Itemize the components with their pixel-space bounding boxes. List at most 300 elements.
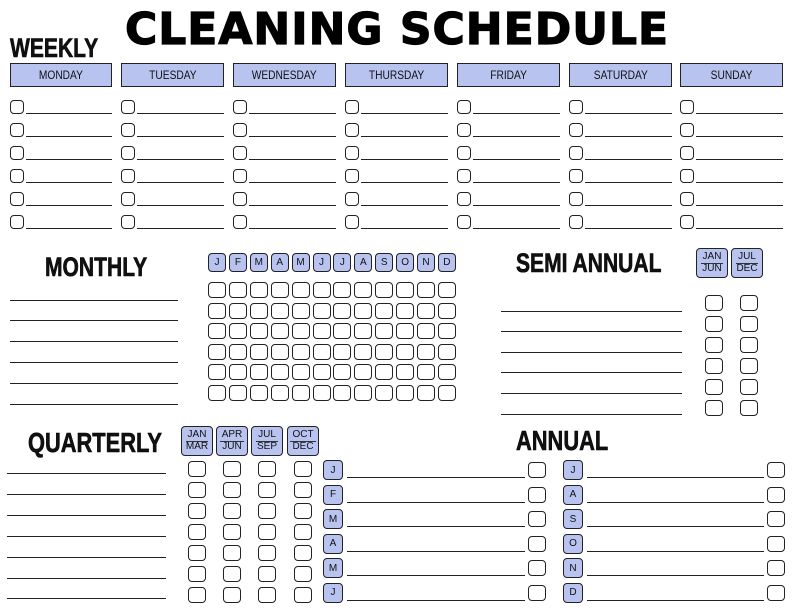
quarterly-checkbox[interactable]: [223, 482, 241, 498]
weekly-task-checkbox[interactable]: [457, 100, 471, 114]
monthly-checkbox[interactable]: [313, 323, 331, 339]
weekly-task-checkbox[interactable]: [569, 169, 583, 183]
annual-task-line[interactable]: [347, 575, 525, 576]
weekly-task-line[interactable]: [137, 136, 224, 137]
annual-checkbox[interactable]: [528, 511, 546, 527]
monthly-checkbox[interactable]: [292, 364, 310, 380]
weekly-task-checkbox[interactable]: [457, 215, 471, 229]
weekly-task-line[interactable]: [585, 182, 672, 183]
period-end: DEC: [736, 262, 758, 274]
monthly-checkbox[interactable]: [375, 323, 393, 339]
monthly-checkbox[interactable]: [250, 323, 268, 339]
annual-task-line[interactable]: [587, 575, 764, 576]
monthly-checkbox[interactable]: [333, 323, 351, 339]
monthly-checkbox[interactable]: [438, 364, 456, 380]
monthly-checkbox[interactable]: [313, 344, 331, 360]
monthly-task-line[interactable]: [10, 404, 178, 405]
weekly-task-line[interactable]: [585, 205, 672, 206]
weekly-task-line[interactable]: [361, 182, 448, 183]
semi-annual-heading: SEMI ANNUAL: [516, 248, 662, 278]
quarterly-checkbox[interactable]: [258, 587, 276, 603]
monthly-checkbox[interactable]: [229, 282, 247, 298]
quarterly-checkbox[interactable]: [294, 503, 312, 519]
weekly-task-line[interactable]: [473, 228, 560, 229]
quarterly-checkbox[interactable]: [223, 566, 241, 582]
monthly-checkbox[interactable]: [354, 364, 372, 380]
semi-annual-task-line[interactable]: [501, 372, 682, 373]
quarterly-checkbox[interactable]: [258, 461, 276, 477]
annual-checkbox[interactable]: [528, 585, 546, 601]
monthly-checkbox[interactable]: [438, 385, 456, 401]
period-start: OCT: [292, 429, 314, 440]
weekly-task-checkbox[interactable]: [345, 100, 359, 114]
weekly-task-line[interactable]: [696, 113, 783, 114]
monthly-heading: MONTHLY: [45, 252, 148, 282]
month-pill: J: [208, 253, 226, 272]
weekly-task-checkbox[interactable]: [680, 146, 694, 160]
monthly-checkbox[interactable]: [313, 364, 331, 380]
annual-month-pill: F: [323, 485, 343, 505]
weekly-task-line[interactable]: [473, 136, 560, 137]
quarterly-checkbox[interactable]: [188, 482, 206, 498]
weekly-task-checkbox[interactable]: [121, 169, 135, 183]
annual-checkbox[interactable]: [767, 560, 785, 576]
weekly-task-line[interactable]: [473, 182, 560, 183]
weekly-task-line[interactable]: [585, 136, 672, 137]
annual-task-line[interactable]: [347, 600, 525, 601]
weekly-task-checkbox[interactable]: [345, 123, 359, 137]
weekly-task-line[interactable]: [249, 113, 336, 114]
annual-checkbox[interactable]: [528, 462, 546, 478]
weekly-task-checkbox[interactable]: [457, 123, 471, 137]
monthly-checkbox[interactable]: [229, 344, 247, 360]
weekly-task-checkbox[interactable]: [10, 100, 24, 114]
monthly-checkbox[interactable]: [208, 323, 226, 339]
monthly-checkbox[interactable]: [229, 323, 247, 339]
semi-annual-period-pill: [696, 248, 728, 278]
weekly-task-checkbox[interactable]: [10, 123, 24, 137]
weekly-task-checkbox[interactable]: [680, 100, 694, 114]
annual-task-line[interactable]: [587, 551, 764, 552]
weekly-task-checkbox[interactable]: [569, 100, 583, 114]
monthly-checkbox[interactable]: [375, 282, 393, 298]
annual-month-pill: M: [323, 509, 343, 529]
month-pill: A: [354, 253, 372, 272]
month-pill: S: [375, 253, 393, 272]
weekly-task-checkbox[interactable]: [233, 100, 247, 114]
period-end: MAR: [185, 440, 209, 452]
monthly-checkbox[interactable]: [354, 344, 372, 360]
period-start: JUL: [258, 429, 276, 440]
semi-annual-checkbox[interactable]: [705, 316, 723, 332]
weekly-task-line[interactable]: [137, 182, 224, 183]
monthly-checkbox[interactable]: [250, 385, 268, 401]
quarterly-checkbox[interactable]: [188, 461, 206, 477]
monthly-checkbox[interactable]: [396, 344, 414, 360]
weekly-task-line[interactable]: [473, 113, 560, 114]
annual-task-line[interactable]: [347, 477, 525, 478]
semi-annual-checkbox[interactable]: [705, 295, 723, 311]
period-end: JUN: [222, 440, 242, 452]
day-label: TUESDAY: [148, 68, 197, 82]
semi-annual-checkbox[interactable]: [740, 379, 758, 395]
weekly-task-line[interactable]: [585, 113, 672, 114]
period-start: JAN: [702, 251, 722, 262]
monthly-checkbox[interactable]: [354, 323, 372, 339]
quarterly-task-line[interactable]: [7, 578, 166, 579]
weekly-task-checkbox[interactable]: [680, 215, 694, 229]
quarterly-heading: QUARTERLY: [28, 427, 162, 458]
weekly-task-checkbox[interactable]: [680, 123, 694, 137]
monthly-checkbox[interactable]: [208, 282, 226, 298]
monthly-checkbox[interactable]: [292, 323, 310, 339]
weekly-task-line[interactable]: [361, 228, 448, 229]
monthly-checkbox[interactable]: [438, 282, 456, 298]
monthly-checkbox[interactable]: [354, 385, 372, 401]
monthly-checkbox[interactable]: [396, 323, 414, 339]
weekly-task-checkbox[interactable]: [569, 123, 583, 137]
weekly-task-line[interactable]: [361, 113, 448, 114]
day-label: SUNDAY: [710, 68, 753, 82]
day-label: THURSDAY: [368, 68, 425, 82]
period-start: JUL: [738, 251, 756, 262]
monthly-checkbox[interactable]: [438, 323, 456, 339]
semi-annual-task-line[interactable]: [501, 414, 682, 415]
quarterly-task-line[interactable]: [7, 598, 166, 599]
weekly-task-line[interactable]: [585, 228, 672, 229]
annual-checkbox[interactable]: [528, 560, 546, 576]
weekly-task-checkbox[interactable]: [233, 146, 247, 160]
semi-annual-checkbox[interactable]: [740, 337, 758, 353]
quarterly-checkbox[interactable]: [258, 524, 276, 540]
monthly-checkbox[interactable]: [250, 364, 268, 380]
annual-checkbox[interactable]: [528, 536, 546, 552]
month-pill: A: [271, 253, 289, 272]
annual-task-line[interactable]: [347, 502, 525, 503]
semi-annual-checkbox[interactable]: [740, 358, 758, 374]
weekly-task-line[interactable]: [249, 136, 336, 137]
monthly-checkbox[interactable]: [333, 282, 351, 298]
weekly-task-checkbox[interactable]: [345, 192, 359, 206]
monthly-checkbox[interactable]: [292, 385, 310, 401]
month-pill: M: [250, 253, 268, 272]
monthly-checkbox[interactable]: [396, 364, 414, 380]
weekly-task-line[interactable]: [361, 205, 448, 206]
quarterly-checkbox[interactable]: [223, 461, 241, 477]
weekly-task-checkbox[interactable]: [457, 169, 471, 183]
annual-task-line[interactable]: [587, 477, 764, 478]
monthly-checkbox[interactable]: [417, 364, 435, 380]
annual-month-pill: J: [563, 460, 583, 480]
weekly-task-line[interactable]: [473, 159, 560, 160]
weekly-task-line[interactable]: [137, 228, 224, 229]
quarterly-checkbox[interactable]: [188, 587, 206, 603]
weekly-task-line[interactable]: [137, 113, 224, 114]
monthly-checkbox[interactable]: [417, 303, 435, 319]
quarter-period-pill: [181, 426, 213, 456]
weekly-task-checkbox[interactable]: [121, 215, 135, 229]
quarterly-task-line[interactable]: [7, 494, 166, 495]
semi-annual-task-line[interactable]: [501, 311, 682, 312]
monthly-checkbox[interactable]: [313, 282, 331, 298]
period-end: DEC: [292, 440, 314, 452]
month-pill: J: [333, 253, 351, 272]
quarterly-checkbox[interactable]: [188, 545, 206, 561]
day-label: FRIDAY: [490, 68, 527, 82]
day-header-wednesday: [233, 63, 336, 87]
quarter-period-pill: [216, 426, 248, 456]
annual-task-line[interactable]: [587, 526, 764, 527]
weekly-task-checkbox[interactable]: [233, 215, 247, 229]
monthly-task-line[interactable]: [10, 320, 178, 321]
annual-month-pill: S: [563, 509, 583, 529]
day-label: MONDAY: [38, 68, 84, 82]
monthly-checkbox[interactable]: [229, 303, 247, 319]
quarter-period-pill: [251, 426, 283, 456]
month-pill: O: [396, 253, 414, 272]
annual-month-pill: O: [563, 534, 583, 554]
monthly-checkbox[interactable]: [313, 385, 331, 401]
monthly-checkbox[interactable]: [271, 282, 289, 298]
weekly-task-checkbox[interactable]: [233, 123, 247, 137]
weekly-task-line[interactable]: [26, 182, 112, 183]
annual-month-pill: D: [563, 583, 583, 603]
weekly-task-checkbox[interactable]: [10, 215, 24, 229]
quarterly-checkbox[interactable]: [188, 503, 206, 519]
annual-month-pill: J: [323, 460, 343, 480]
quarterly-checkbox[interactable]: [294, 545, 312, 561]
semi-annual-task-line[interactable]: [501, 393, 682, 394]
weekly-task-checkbox[interactable]: [569, 215, 583, 229]
monthly-checkbox[interactable]: [438, 303, 456, 319]
quarterly-task-line[interactable]: [7, 536, 166, 537]
monthly-checkbox[interactable]: [333, 385, 351, 401]
annual-month-pill: A: [563, 485, 583, 505]
quarterly-checkbox[interactable]: [188, 566, 206, 582]
quarterly-checkbox[interactable]: [223, 503, 241, 519]
month-pill: J: [313, 253, 331, 272]
weekly-task-checkbox[interactable]: [680, 169, 694, 183]
monthly-checkbox[interactable]: [208, 385, 226, 401]
monthly-checkbox[interactable]: [375, 344, 393, 360]
weekly-task-checkbox[interactable]: [457, 192, 471, 206]
annual-task-line[interactable]: [347, 526, 525, 527]
monthly-checkbox[interactable]: [438, 344, 456, 360]
weekly-task-checkbox[interactable]: [121, 146, 135, 160]
monthly-checkbox[interactable]: [375, 303, 393, 319]
quarterly-checkbox[interactable]: [294, 566, 312, 582]
day-label: WEDNESDAY: [251, 68, 317, 82]
quarterly-checkbox[interactable]: [223, 587, 241, 603]
quarterly-checkbox[interactable]: [294, 524, 312, 540]
annual-month-pill: A: [323, 534, 343, 554]
monthly-checkbox[interactable]: [250, 344, 268, 360]
monthly-task-line[interactable]: [10, 362, 178, 363]
weekly-task-line[interactable]: [361, 136, 448, 137]
weekly-task-checkbox[interactable]: [10, 192, 24, 206]
monthly-checkbox[interactable]: [396, 303, 414, 319]
month-pill: D: [438, 253, 456, 272]
quarterly-task-line[interactable]: [7, 473, 166, 474]
weekly-task-line[interactable]: [26, 113, 112, 114]
period-end: SEP: [256, 440, 277, 452]
annual-checkbox[interactable]: [528, 487, 546, 503]
weekly-task-line[interactable]: [696, 205, 783, 206]
monthly-checkbox[interactable]: [375, 364, 393, 380]
period-start: JAN: [187, 429, 207, 440]
annual-checkbox[interactable]: [767, 462, 785, 478]
month-pill: M: [292, 253, 310, 272]
weekly-task-line[interactable]: [473, 205, 560, 206]
monthly-checkbox[interactable]: [229, 385, 247, 401]
monthly-checkbox[interactable]: [396, 282, 414, 298]
semi-annual-checkbox[interactable]: [740, 400, 758, 416]
quarterly-task-line[interactable]: [7, 557, 166, 558]
quarterly-checkbox[interactable]: [223, 545, 241, 561]
weekly-task-checkbox[interactable]: [345, 215, 359, 229]
monthly-checkbox[interactable]: [313, 303, 331, 319]
monthly-checkbox[interactable]: [354, 303, 372, 319]
month-pill: N: [417, 253, 435, 272]
weekly-task-line[interactable]: [249, 159, 336, 160]
monthly-checkbox[interactable]: [396, 385, 414, 401]
monthly-checkbox[interactable]: [333, 364, 351, 380]
monthly-checkbox[interactable]: [292, 282, 310, 298]
monthly-checkbox[interactable]: [271, 364, 289, 380]
semi-annual-period-pill: [731, 248, 763, 278]
quarterly-checkbox[interactable]: [223, 524, 241, 540]
weekly-task-checkbox[interactable]: [10, 146, 24, 160]
quarterly-checkbox[interactable]: [258, 566, 276, 582]
semi-annual-task-line[interactable]: [501, 331, 682, 332]
quarterly-checkbox[interactable]: [188, 524, 206, 540]
annual-month-pill: J: [323, 583, 343, 603]
monthly-checkbox[interactable]: [208, 303, 226, 319]
weekly-task-checkbox[interactable]: [345, 146, 359, 160]
weekly-task-checkbox[interactable]: [680, 192, 694, 206]
monthly-checkbox[interactable]: [333, 303, 351, 319]
annual-checkbox[interactable]: [767, 487, 785, 503]
weekly-task-checkbox[interactable]: [121, 123, 135, 137]
monthly-checkbox[interactable]: [271, 303, 289, 319]
monthly-checkbox[interactable]: [417, 385, 435, 401]
annual-checkbox[interactable]: [767, 511, 785, 527]
weekly-task-line[interactable]: [696, 228, 783, 229]
quarterly-checkbox[interactable]: [294, 461, 312, 477]
day-label: SATURDAY: [593, 68, 648, 82]
weekly-task-checkbox[interactable]: [121, 100, 135, 114]
monthly-checkbox[interactable]: [271, 385, 289, 401]
day-header-monday: [10, 63, 112, 87]
weekly-task-checkbox[interactable]: [569, 146, 583, 160]
annual-task-line[interactable]: [587, 502, 764, 503]
monthly-checkbox[interactable]: [271, 323, 289, 339]
monthly-checkbox[interactable]: [354, 282, 372, 298]
monthly-checkbox[interactable]: [208, 364, 226, 380]
weekly-task-line[interactable]: [361, 159, 448, 160]
semi-annual-checkbox[interactable]: [740, 295, 758, 311]
monthly-checkbox[interactable]: [292, 344, 310, 360]
monthly-task-line[interactable]: [10, 300, 178, 301]
annual-month-pill: N: [563, 558, 583, 578]
monthly-checkbox[interactable]: [229, 364, 247, 380]
weekly-task-line[interactable]: [137, 205, 224, 206]
weekly-task-line[interactable]: [696, 136, 783, 137]
quarterly-checkbox[interactable]: [258, 503, 276, 519]
quarterly-task-line[interactable]: [7, 515, 166, 516]
monthly-task-line[interactable]: [10, 341, 178, 342]
semi-annual-task-line[interactable]: [501, 352, 682, 353]
weekly-task-line[interactable]: [26, 136, 112, 137]
monthly-checkbox[interactable]: [375, 385, 393, 401]
monthly-checkbox[interactable]: [208, 344, 226, 360]
semi-annual-checkbox[interactable]: [705, 379, 723, 395]
semi-annual-checkbox[interactable]: [705, 400, 723, 416]
weekly-task-checkbox[interactable]: [233, 169, 247, 183]
weekly-task-line[interactable]: [137, 159, 224, 160]
monthly-checkbox[interactable]: [250, 303, 268, 319]
monthly-checkbox[interactable]: [417, 282, 435, 298]
annual-checkbox[interactable]: [767, 536, 785, 552]
monthly-checkbox[interactable]: [271, 344, 289, 360]
weekly-heading: WEEKLY: [10, 33, 99, 63]
monthly-checkbox[interactable]: [292, 303, 310, 319]
weekly-task-line[interactable]: [26, 159, 112, 160]
monthly-checkbox[interactable]: [417, 323, 435, 339]
annual-task-line[interactable]: [587, 600, 764, 601]
semi-annual-checkbox[interactable]: [705, 358, 723, 374]
monthly-checkbox[interactable]: [333, 344, 351, 360]
period-end: JUN: [702, 262, 722, 274]
day-header-friday: [457, 63, 560, 87]
quarter-period-pill: [287, 426, 319, 456]
day-header-sunday: [680, 63, 783, 87]
period-start: APR: [221, 429, 243, 440]
weekly-task-checkbox[interactable]: [233, 192, 247, 206]
quarterly-checkbox[interactable]: [258, 545, 276, 561]
semi-annual-checkbox[interactable]: [705, 337, 723, 353]
monthly-task-line[interactable]: [10, 383, 178, 384]
weekly-task-line[interactable]: [696, 182, 783, 183]
weekly-task-checkbox[interactable]: [569, 192, 583, 206]
weekly-task-checkbox[interactable]: [345, 169, 359, 183]
day-header-saturday: [569, 63, 672, 87]
monthly-checkbox[interactable]: [250, 282, 268, 298]
semi-annual-checkbox[interactable]: [740, 316, 758, 332]
weekly-task-line[interactable]: [696, 159, 783, 160]
monthly-checkbox[interactable]: [417, 344, 435, 360]
page-title: CLEANING SCHEDULE: [124, 4, 670, 55]
quarterly-checkbox[interactable]: [294, 482, 312, 498]
weekly-task-line[interactable]: [249, 182, 336, 183]
weekly-task-checkbox[interactable]: [457, 146, 471, 160]
annual-task-line[interactable]: [347, 551, 525, 552]
weekly-task-checkbox[interactable]: [121, 192, 135, 206]
weekly-task-line[interactable]: [26, 228, 112, 229]
quarterly-checkbox[interactable]: [294, 587, 312, 603]
day-header-thursday: [345, 63, 448, 87]
weekly-task-line[interactable]: [26, 205, 112, 206]
annual-checkbox[interactable]: [767, 585, 785, 601]
annual-month-pill: M: [323, 558, 343, 578]
weekly-task-checkbox[interactable]: [10, 169, 24, 183]
weekly-task-line[interactable]: [249, 228, 336, 229]
day-header-tuesday: [121, 63, 224, 87]
weekly-task-line[interactable]: [585, 159, 672, 160]
month-pill: F: [229, 253, 247, 272]
weekly-task-line[interactable]: [249, 205, 336, 206]
quarterly-checkbox[interactable]: [258, 482, 276, 498]
